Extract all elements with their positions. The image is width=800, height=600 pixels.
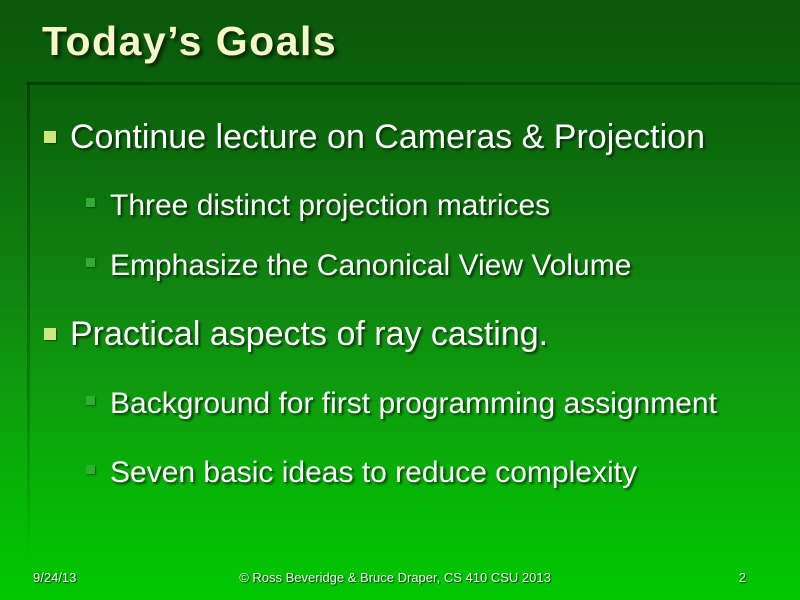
bullet-item xyxy=(44,118,705,157)
bullet-text: Background for first programming assignment xyxy=(110,387,717,420)
bullet-item xyxy=(86,456,637,490)
bullet-text: Continue lecture on Cameras & Projection xyxy=(70,118,705,156)
bullet-square-l1-icon xyxy=(44,131,56,143)
footer-credit: © Ross Beveridge & Bruce Draper, CS 410 CSU 2013 xyxy=(239,570,551,585)
page-title: Today’s Goals xyxy=(42,18,338,64)
bullet-text: Three distinct projection matrices xyxy=(110,189,551,222)
content-frame-top-line xyxy=(27,82,800,85)
bullet-text: Practical aspects of ray casting. xyxy=(70,315,549,353)
bullet-item xyxy=(86,387,717,421)
bullet-square-l2-icon xyxy=(86,198,95,207)
bullet-item xyxy=(86,189,550,223)
bullet-text: Emphasize the Canonical View Volume xyxy=(110,249,632,282)
content-frame-left-line xyxy=(27,82,30,560)
footer-date: 9/24/13 xyxy=(33,570,77,585)
bullet-square-l2-icon xyxy=(86,396,95,405)
bullet-item xyxy=(44,315,548,354)
bullet-text: Seven basic ideas to reduce complexity xyxy=(110,456,637,489)
bullet-square-l1-icon xyxy=(44,328,56,340)
footer-page-number: 2 xyxy=(738,570,746,585)
bullet-square-l2-icon xyxy=(86,258,95,267)
bullet-square-l2-icon xyxy=(86,465,95,474)
bullet-item xyxy=(86,249,631,283)
